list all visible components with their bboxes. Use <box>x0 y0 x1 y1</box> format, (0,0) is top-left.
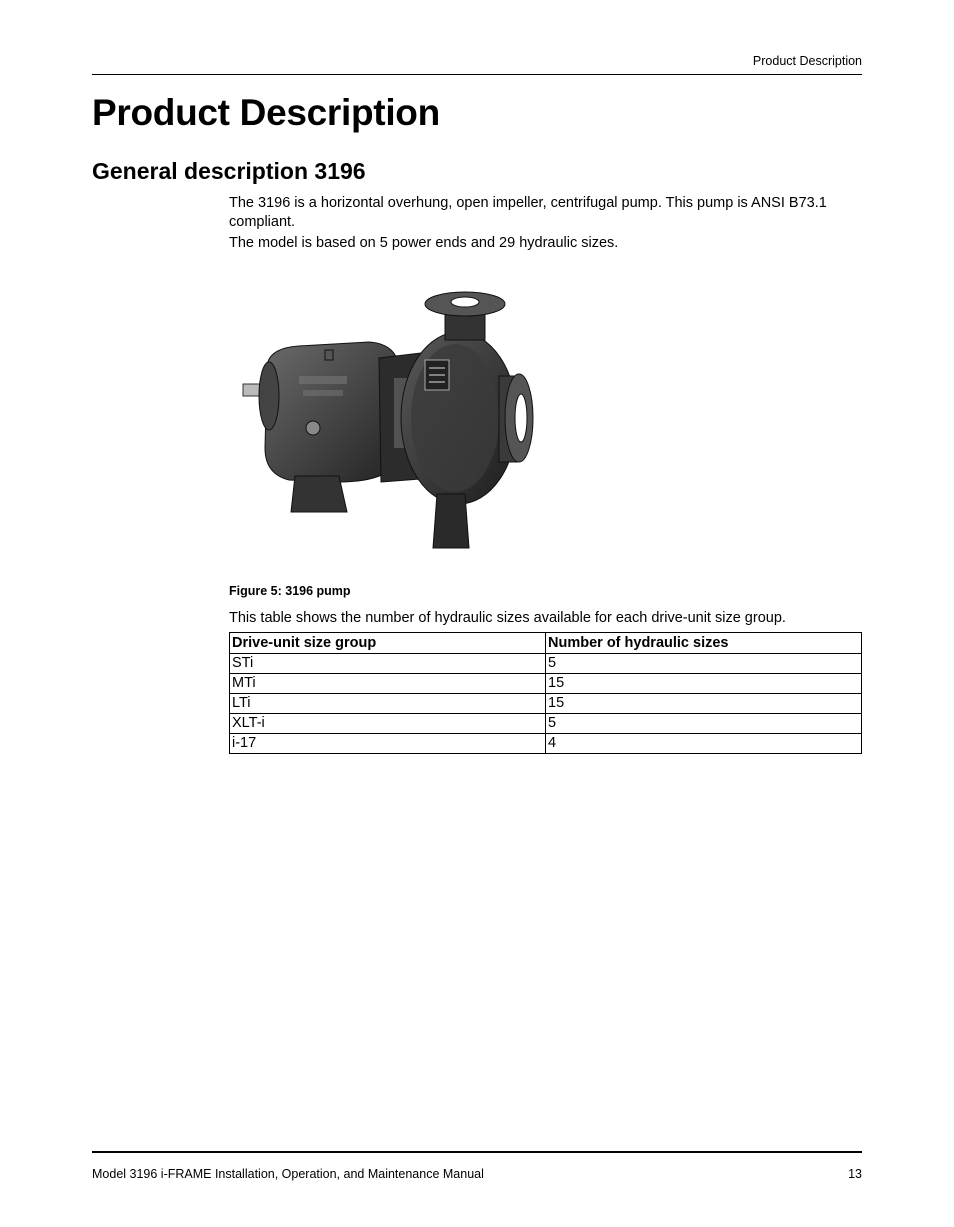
hydraulic-sizes-cell: 5 <box>546 654 862 674</box>
hydraulic-sizes-cell: 4 <box>546 734 862 754</box>
figure-caption: Figure 5: 3196 pump <box>229 584 351 598</box>
description-paragraph: The 3196 is a horizontal overhung, open impeller, centrifugal pump. This pump is ANSI B73.1 compliant. <box>229 195 827 230</box>
section-heading: General description 3196 <box>92 158 366 184</box>
column-header-hydraulic-sizes: Number of hydraulic sizes <box>546 633 862 654</box>
model-paragraph: The model is based on 5 power ends and 29 hydraulic sizes. <box>229 235 619 251</box>
drive-unit-cell: MTi <box>230 674 546 694</box>
footer-divider <box>92 1151 862 1153</box>
pump-figure <box>229 268 549 578</box>
header-divider <box>92 74 862 75</box>
hydraulic-sizes-table <box>229 632 862 754</box>
running-header: Product Description <box>752 54 862 68</box>
column-header-drive-unit: Drive-unit size group <box>230 633 546 654</box>
table-row <box>230 694 862 714</box>
table-row <box>230 654 862 674</box>
table-intro: This table shows the number of hydraulic sizes available for each drive-unit size group. <box>229 610 786 626</box>
table-row <box>230 674 862 694</box>
hydraulic-sizes-cell: 15 <box>546 694 862 714</box>
hydraulic-sizes-cell: 5 <box>546 714 862 734</box>
page-title: Product Description <box>92 92 440 133</box>
page-number: 13 <box>848 1167 862 1181</box>
drive-unit-cell: i-17 <box>230 734 546 754</box>
drive-unit-cell: XLT-i <box>230 714 546 734</box>
hydraulic-sizes-cell: 15 <box>546 674 862 694</box>
table-header-row <box>230 633 862 654</box>
table-row <box>230 714 862 734</box>
pump-illustration <box>229 268 549 578</box>
table-row <box>230 734 862 754</box>
drive-unit-cell: LTi <box>230 694 546 714</box>
footer-manual-title: Model 3196 i-FRAME Installation, Operation, and Maintenance Manual <box>92 1167 484 1181</box>
drive-unit-cell: STi <box>230 654 546 674</box>
